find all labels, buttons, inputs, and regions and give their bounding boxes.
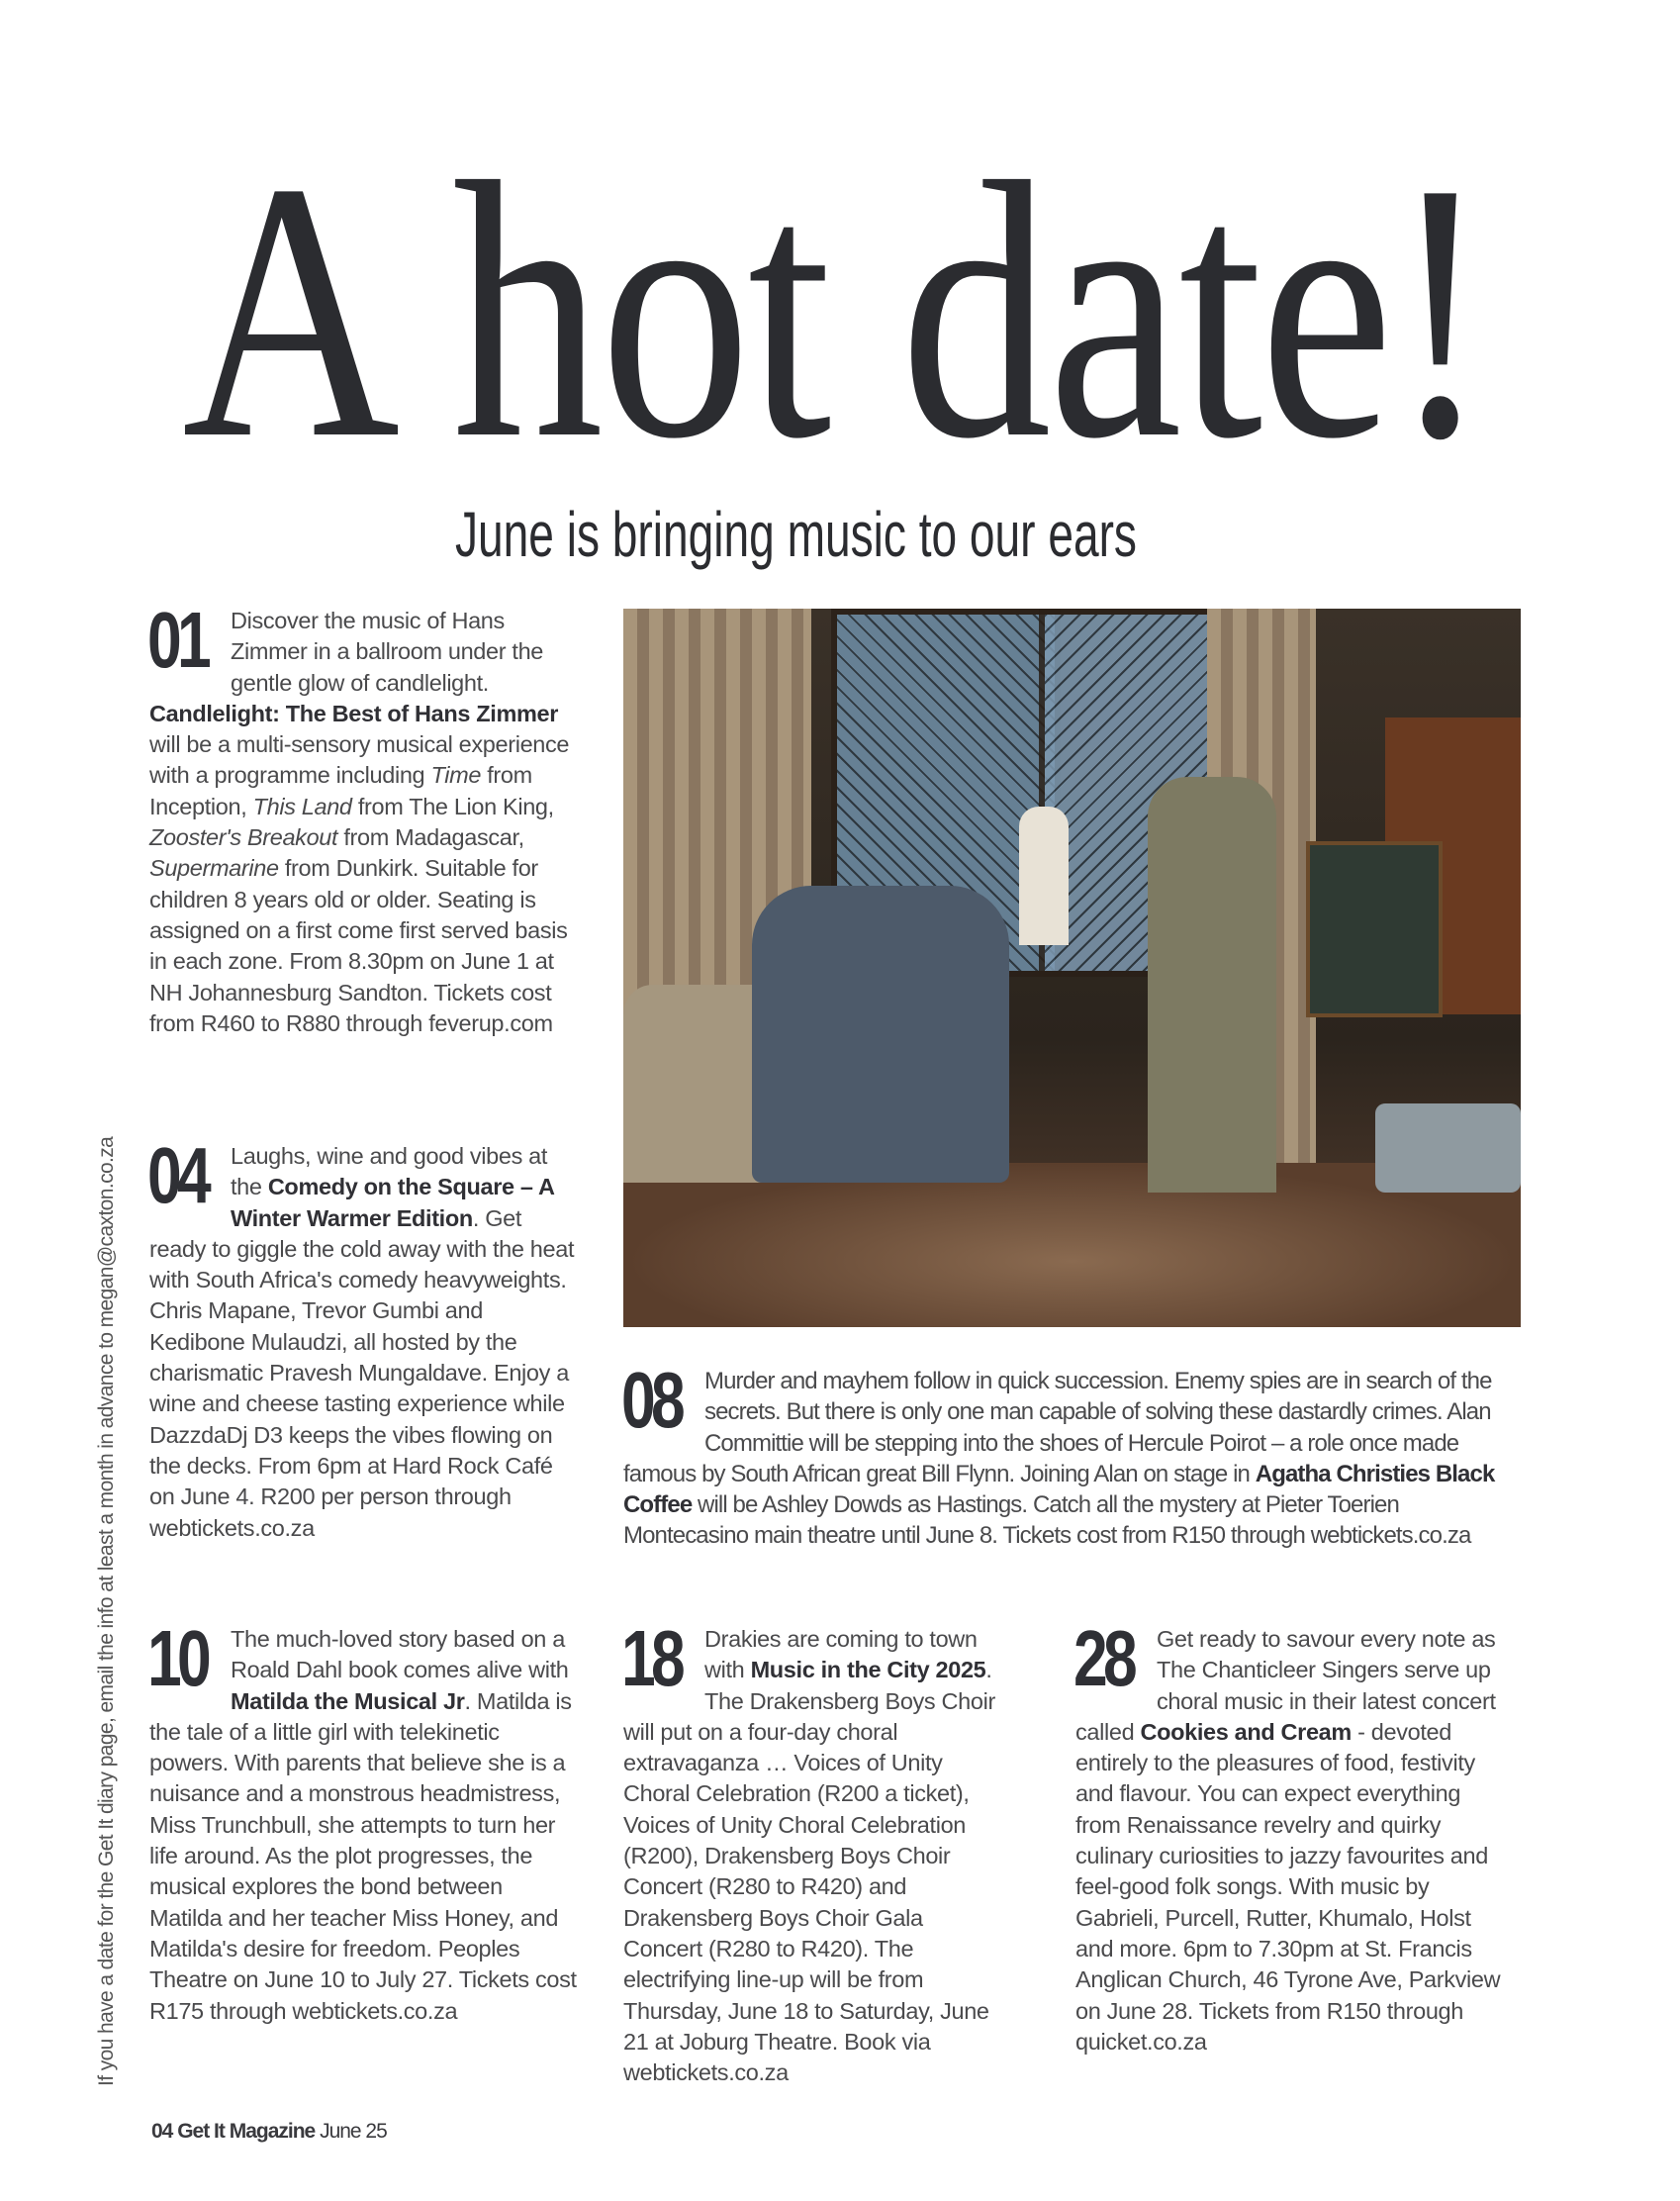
actor-standing — [1148, 777, 1276, 1193]
event-title: Agatha Christies Black Coffee — [623, 1460, 1495, 1519]
event-text: from The Lion King, — [351, 793, 554, 819]
event-item-10 — [147, 1614, 577, 2027]
event-item-08 — [621, 1356, 1526, 1552]
song-title: Zooster's Breakout — [149, 824, 338, 851]
footer-publication: 04 Get It Magazine — [151, 2120, 316, 2143]
event-text: Get ready to savour every note as The Chanticleer Singers serve up choral music in their latest concert called — [1075, 1626, 1496, 1745]
event-text: Laughs, wine and good vibes at the — [231, 1143, 548, 1200]
submission-note: If you have a date for the Get It diary page, email the info at least a month in advance to megan@caxton.co.za — [95, 1136, 118, 2086]
event-text: Murder and mayhem follow in quick succession. Enemy spies are in search of the secrets. But there is only one man capable of solving these dastardly crimes. Alan Committie will be stepping into the shoes of Hercule Poirot – a role once made famous by South African great Bill Flynn. Joining Alan on stage in — [623, 1368, 1492, 1487]
event-text: Discover the music of Hans Zimmer in a ballroom under the gentle glow of candlelight. — [231, 608, 544, 696]
theatre-scene-photo — [623, 609, 1521, 1327]
event-item-28 — [1073, 1614, 1511, 2057]
event-title: Candlelight: The Best of Hans Zimmer — [149, 700, 559, 726]
event-text: - devoted entirely to the pleasures of food, festivity and flavour. You can expect everything from Renaissance revelry and quirky culinary curiosities to jazzy favourites and feel-good folk songs. With music by Gabrieli, Purcell, Rutter, Khumalo, Holst and more. 6pm to 7.30pm at St. Francis Anglican Church, 46 Tyrone Ave, Parkview on June 28. Tickets from R150 through quicket.co.za — [1075, 1718, 1501, 2055]
page-title: A hot date! — [182, 108, 1488, 515]
event-number: 01 — [147, 596, 208, 684]
event-title: Music in the City 2025 — [750, 1657, 986, 1683]
event-title: Comedy on the Square – A Winter Warmer Edition — [231, 1174, 554, 1231]
event-number: 18 — [621, 1614, 682, 1702]
event-number: 08 — [621, 1356, 682, 1444]
event-number: 04 — [147, 1131, 208, 1219]
event-number: 10 — [147, 1614, 208, 1702]
event-text: Drakies are coming to town with — [704, 1626, 978, 1683]
event-text: . The Drakensberg Boys Choir will put on a four-day choral extravaganza … Voices of Unity Choral Celebration (R200 a ticket), Voices of Unity Choral Celebration (R200), Drakensberg Boys Choir Concert (R280 to R420) and Drakensberg Boys Choir Gala Concert (R280 to R420). The electrifying line-up will be from Thursday, June 18 to Saturday, June 21 at Joburg Theatre. Book via webtickets.co.za — [623, 1657, 995, 2086]
event-title: Matilda the Musical Jr — [231, 1687, 465, 1714]
event-text: . Matilda is the tale of a little girl with telekinetic powers. With parents that believe she is a nuisance and a monstrous headmistress, Miss Trunchbull, she attempts to turn her life around. As the plot progresses, the musical explores the bond between Matilda and her teacher Miss Honey, and Matilda's desire for freedom. Peoples Theatre on June 10 to July 27. Tickets cost R175 through webtickets.co.za — [149, 1687, 577, 2024]
event-item-01 — [147, 596, 577, 1039]
page-subtitle: June is bringing music to our ears — [455, 499, 1137, 570]
footer-issue: June 25 — [320, 2120, 387, 2143]
event-item-18 — [621, 1614, 999, 2088]
chalkboard — [1306, 841, 1443, 1017]
event-text: from Dunkirk. Suitable for children 8 years old or older. Seating is assigned on a first come first served basis in each zone. From 8.30pm on June 1 at NH Johannesburg Sandton. Tickets cost from R460 to R880 through feverup.com — [149, 855, 568, 1036]
page-footer — [151, 2120, 387, 2144]
event-item-04 — [147, 1131, 577, 1544]
event-number: 28 — [1073, 1614, 1134, 1702]
actor-background — [1019, 807, 1069, 945]
event-text: . Get ready to giggle the cold away with the heat with South Africa's comedy heavyweights. Chris Mapane, Trevor Gumbi and Kedibone Mulaudzi, all hosted by the charismatic Pravesh Mungaldave. Enjoy a wine and cheese tasting experience while DazzdaDj D3 keeps the vibes flowing on the decks. From 6pm at Hard Rock Café on June 4. R200 per person through webtickets.co.za — [149, 1204, 575, 1541]
event-text: from Inception, — [149, 762, 532, 819]
song-title: Supermarine — [149, 855, 279, 882]
event-text: The much-loved story based on a Roald Dahl book comes alive with — [231, 1626, 569, 1683]
event-text: will be Ashley Dowds as Hastings. Catch all the mystery at Pieter Toerien Montecasino main theatre until June 8. Tickets cost from R150 through webtickets.co.za — [623, 1491, 1471, 1550]
event-text: will be a multi-sensory musical experience with a programme including — [149, 731, 570, 789]
song-title: This Land — [252, 793, 352, 819]
ottoman — [1375, 1103, 1521, 1193]
event-title: Cookies and Cream — [1140, 1718, 1352, 1745]
event-text: from Madagascar, — [337, 824, 524, 851]
actor-seated — [752, 886, 1009, 1183]
song-title: Time — [430, 762, 482, 789]
